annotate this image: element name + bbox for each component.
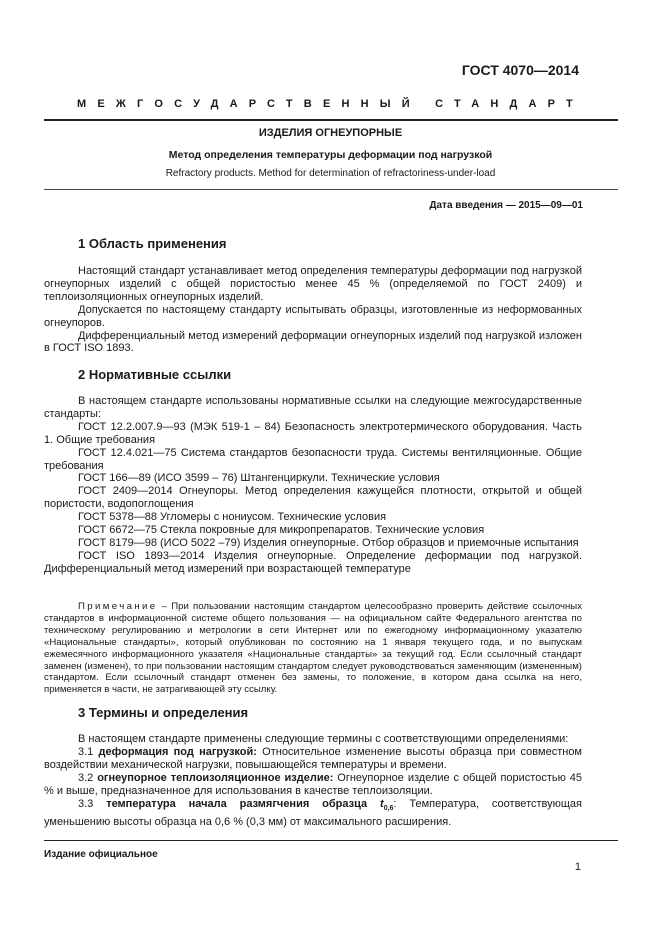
- section-1-body: [44, 265, 582, 355]
- section-2-body: [44, 395, 582, 576]
- section-3-heading: 3 Термины и определения: [78, 705, 249, 720]
- section-2-heading: 2 Нормативные ссылки: [78, 367, 232, 382]
- term-symbol: t: [380, 797, 384, 810]
- introduction-date: Дата введения — 2015—09—01: [429, 200, 583, 211]
- section-3-body: [44, 733, 582, 829]
- reference-item: ГОСТ 6672—75 Стекла покровные для микропрепаратов. Технические условия: [78, 524, 485, 537]
- document-subtitle: Метод определения температуры деформации под нагрузкой: [168, 149, 493, 161]
- reference-item: ГОСТ ISO 1893—2014 Изделия огнеупорные. Определение деформации под нагрузкой. Дифференциальный метод измерений при возрастающей температуре: [44, 549, 582, 575]
- term: деформация под нагрузкой:: [98, 745, 257, 758]
- term-definition: 3.1 деформация под нагрузкой: Относительное изменение высоты образца при совместном воздействии механической нагрузки, повышающейся температуры и времени.: [44, 745, 582, 771]
- document-title: ИЗДЕЛИЯ ОГНЕУПОРНЫЕ: [258, 127, 403, 139]
- reference-item: ГОСТ 12.2.007.9—93 (МЭК 519-1 – 84) Безопасность электротермического оборудования. Часть 1. Общие требования: [44, 420, 582, 446]
- term-symbol-subscript: 0,6: [383, 804, 394, 812]
- term-definition: 3.2 огнеупорное теплоизоляционное изделие: Огнеупорное изделие с общей пористостью 45 % и выше, предназначенное для использования в качестве теплоизоляции.: [44, 771, 582, 797]
- paragraph: Допускается по настоящему стандарту испытывать образцы, изготовленные из неформованных огнеупоров.: [44, 303, 582, 329]
- paragraph: В настоящем стандарте использованы нормативные ссылки на следующие межгосударственные стандарты:: [44, 395, 582, 420]
- section-2-note: [44, 601, 582, 696]
- page-number: 1: [574, 861, 581, 873]
- reference-item: ГОСТ 5378—88 Угломеры с нониусом. Технические условия: [78, 511, 387, 524]
- paragraph: В настоящем стандарте применены следующие термины с соответствующими определениями:: [78, 733, 569, 745]
- reference-item: ГОСТ 12.4.021—75 Система стандартов безопасности труда. Системы вентиляционные. Общие требования: [44, 446, 582, 472]
- term-definition: 3.3 температура начала размягчения образца $t_{0,6}$: Температура, соответствующая уменьшению высоты образца на 0,6 % (0,3 мм) от максимального расширения.: [44, 797, 582, 828]
- edition-label: Издание официальное: [44, 849, 158, 860]
- reference-item: ГОСТ 2409—2014 Огнеупоры. Метод определения кажущейся плотности, открытой и общей пористости, водопоглощения: [44, 485, 582, 511]
- note-text: – При пользовании настоящим стандартом целесообразно проверить действие ссылочных стандартов в информационной системе общего пользования — на официальном сайте Федерального агентства по техническому регулированию и метрологии в сети Интернет или по ежегодному информационному указателю «Национальные стандарты», который опубликован по состоянию на 1 января текущего года, и по выпускам ежемесячного информационного указателя «Национальные стандарты» за текущий год. Если ссылочный стандарт заменен (изменен), то при пользовании настоящим стандартом следует руководствоваться заменяющим (измененным) стандартом. Если ссылочный стандарт отменен без замены, то положение, в котором дана ссылка на него, применяется в части, не затрагивающей эту ссылку.: [44, 601, 582, 696]
- footer-divider: [44, 840, 618, 841]
- term: огнеупорное теплоизоляционное изделие:: [97, 771, 334, 784]
- document-english-title: Refractory products. Method for determination of refractoriness-under-load: [165, 168, 496, 179]
- paragraph: Настоящий стандарт устанавливает метод определения температуры деформации под нагрузкой огнеупорных изделий с общей пористостью менее 45 % (определяемой по ГОСТ 2409) и теплоизоляционных огнеупорных изделий.: [44, 265, 582, 303]
- note-label: Примечание: [78, 601, 158, 612]
- header-divider: [44, 119, 618, 121]
- term: температура начала размягчения образца: [106, 797, 381, 810]
- standard-number: ГОСТ 4070—2014: [461, 62, 579, 78]
- reference-item: ГОСТ 166—89 (ИСО 3599 – 76) Штангенциркули. Технические условия: [78, 472, 440, 485]
- title-divider: [44, 189, 618, 190]
- reference-item: ГОСТ 8179—98 (ИСО 5022 –79) Изделия огнеупорные. Отбор образцов и приемочные испытания: [78, 536, 579, 549]
- section-1-heading: 1 Область применения: [78, 236, 227, 251]
- interstate-standard-label: МЕЖГОСУДАРСТВЕННЫЙ СТАНДАРТ: [77, 98, 584, 110]
- paragraph: Дифференциальный метод измерений деформации огнеупорных изделий под нагрузкой изложен в ГОСТ ISO 1893.: [44, 329, 582, 355]
